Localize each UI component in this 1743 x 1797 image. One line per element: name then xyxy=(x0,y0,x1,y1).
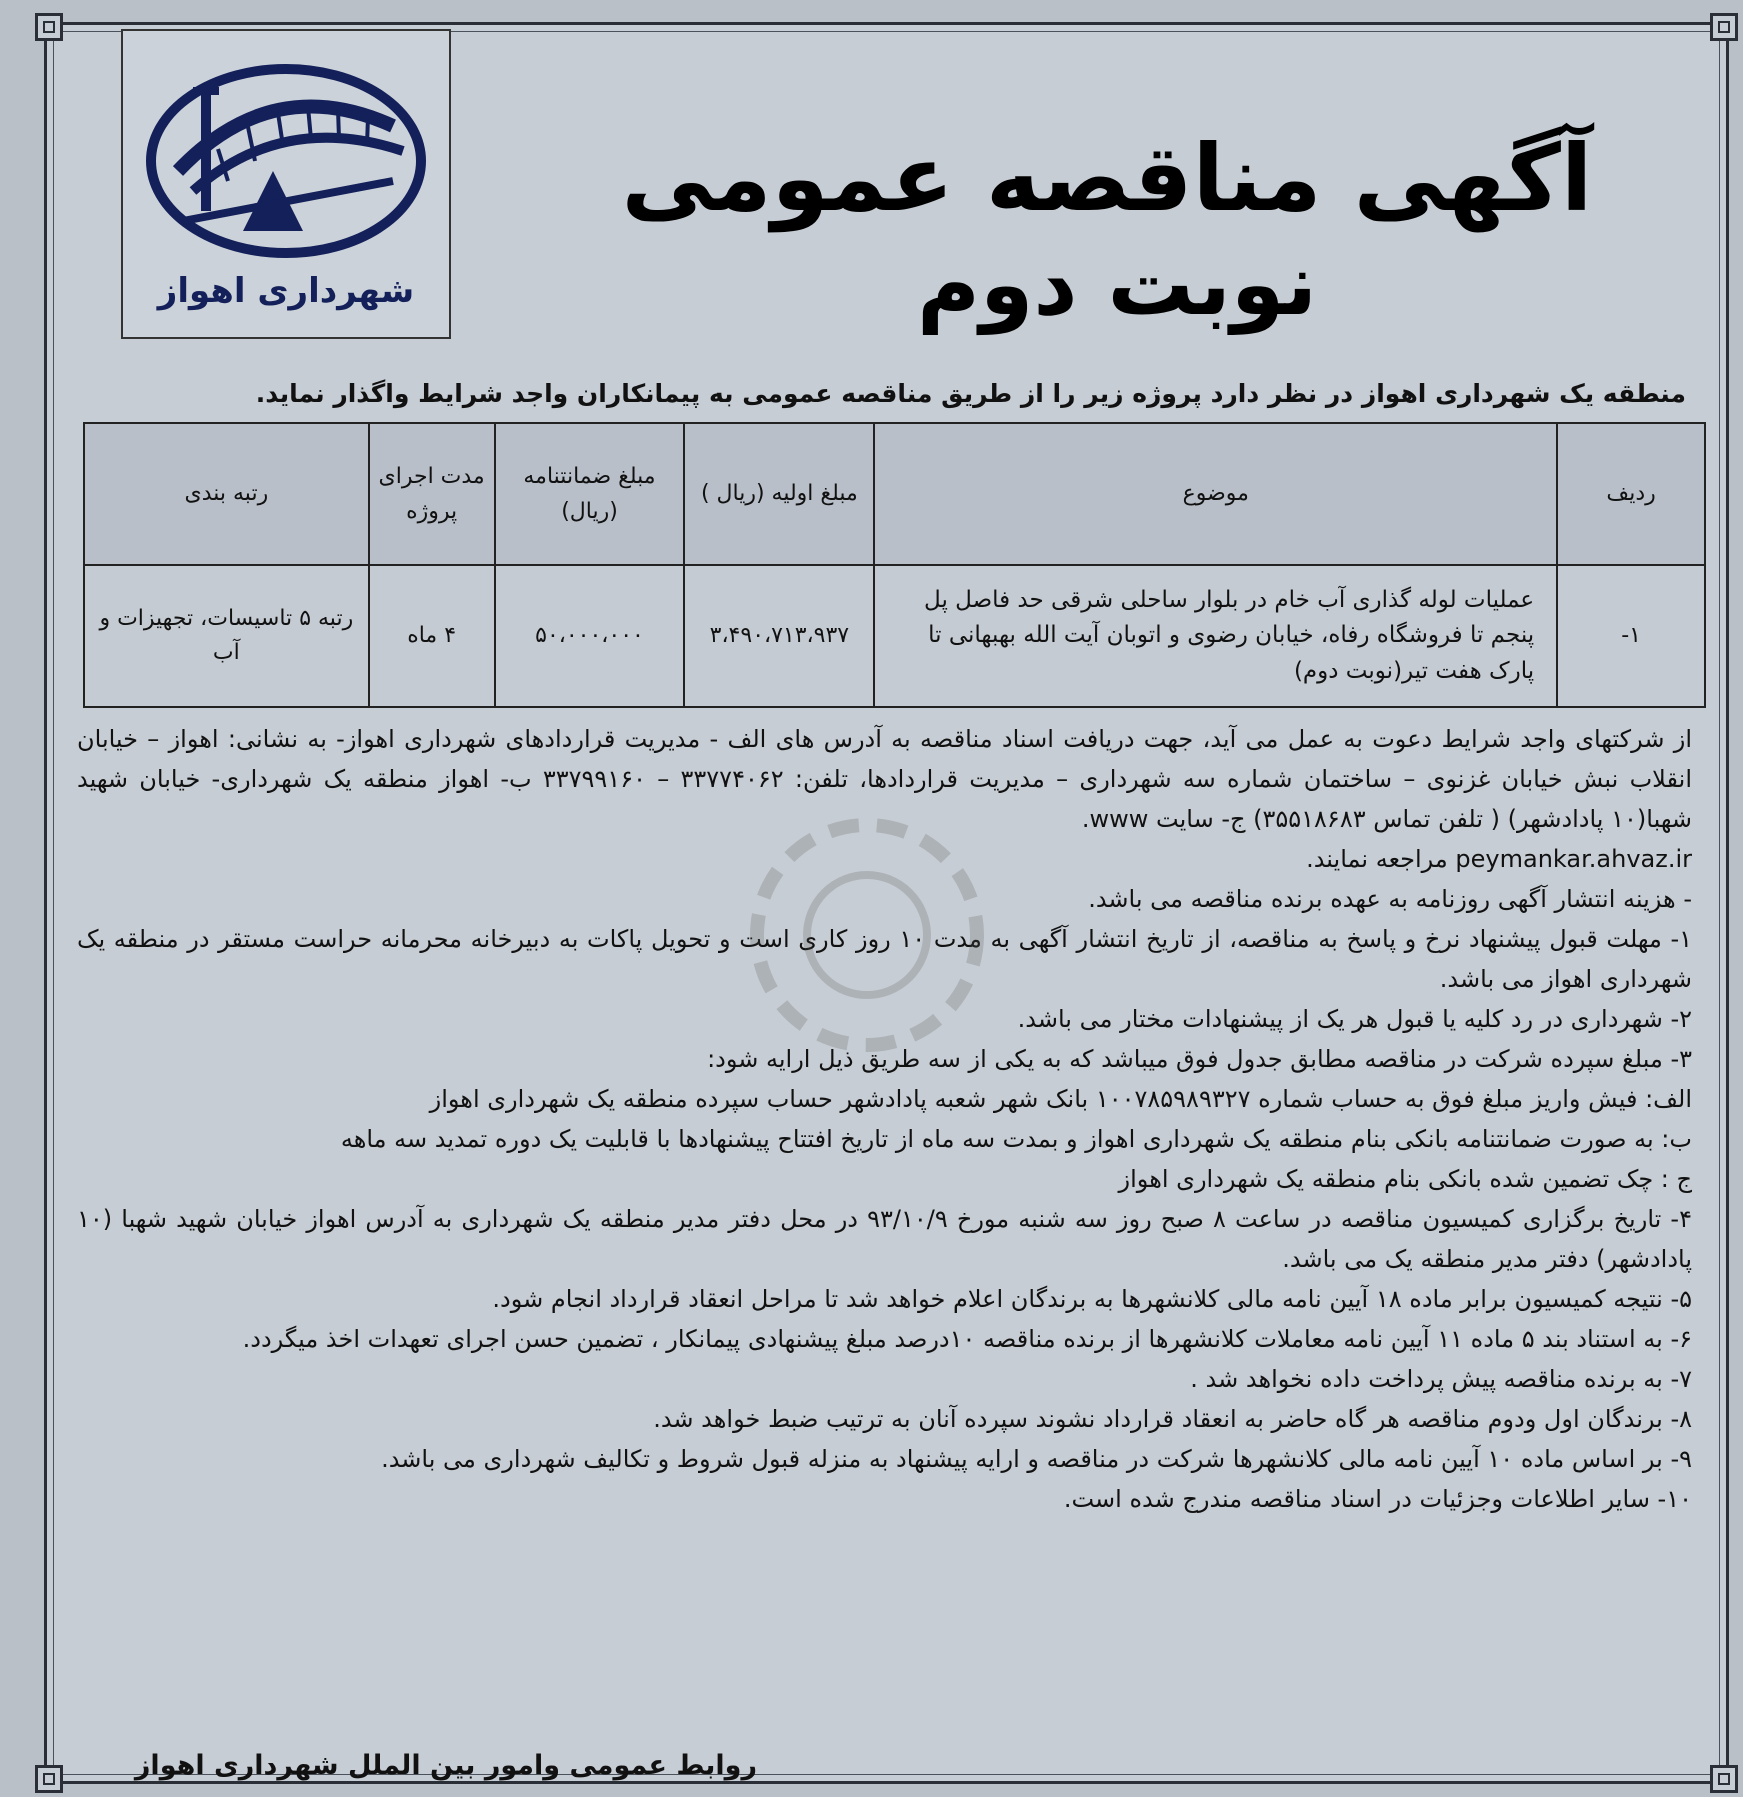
header-subject: موضوع xyxy=(874,423,1557,565)
condition-item: ج : چک تضمین شده بانکی بنام منطقه یک شهرداری اهواز xyxy=(1118,1165,1692,1193)
cell-grade: رتبه ۵ تاسیسات، تجهیزات و آب xyxy=(84,565,369,707)
cell-initial-amount: ۳،۴۹۰،۷۱۳،۹۳۷ xyxy=(684,565,874,707)
invitation-end: مراجعه نمایند. xyxy=(1306,845,1448,873)
condition-item: ۴- تاریخ برگزاری کمیسیون مناقصه در ساعت ۸ صبح روز سه شنبه مورخ ۹۳/۱۰/۹ در محل دفتر مدیر منطقه یک شهرداری به آدرس اهواز خیابان شهید شهبا (۱۰ پادادشهر) دفتر مدیر منطقه یک می باشد. xyxy=(77,1205,1692,1273)
condition-item: ۷- به برنده مناقصه پیش پرداخت داده نخواهد شد . xyxy=(1190,1365,1692,1393)
header-guarantee: مبلغ ضمانتنامه (ریال) xyxy=(495,423,685,565)
corner-ornament xyxy=(35,1765,63,1793)
condition-item: ب: به صورت ضمانتنامه بانکی بنام منطقه یک شهرداری اهواز و بمدت سه ماه از تاریخ افتتاح پیشنهادها با قابلیت یک دوره تمدید سه ماهه xyxy=(340,1125,1692,1153)
corner-ornament xyxy=(1710,13,1738,41)
condition-item: ۵- نتیجه کمیسیون برابر ماده ۱۸ آیین نامه مالی کلانشهرها به برندگان اعلام خواهد شد تا مراحل انعقاد قرارداد انجام شود. xyxy=(492,1285,1692,1313)
condition-item: ۸- برندگان اول ودوم مناقصه هر گاه حاضر به انعقاد قرارداد نشوند سپرده آنان به ترتیب ضبط خواهد شد. xyxy=(653,1405,1692,1433)
cell-subject: عملیات لوله گذاری آب خام در بلوار ساحلی شرقی حد فاصل پل پنجم تا فروشگاه رفاه، خیابان رضوی و اتوبان آیت الله بهبهانی تا پارک هفت تیر(نوبت دوم) xyxy=(874,565,1557,707)
condition-item: ۱- مهلت قبول پیشنهاد نرخ و پاسخ به مناقصه، از تاریخ انتشار آگهی به مدت ۱۰ روز کاری است و تحویل پاکات به دبیرخانه محرمانه حراست مستقر در منطقه یک شهرداری اهواز می باشد. xyxy=(77,925,1692,993)
cell-row-number: ۱- xyxy=(1557,565,1705,707)
header-initial-amount: مبلغ اولیه (ریال ) xyxy=(684,423,874,565)
cell-guarantee: ۵۰،۰۰۰،۰۰۰ xyxy=(495,565,685,707)
table-row xyxy=(84,565,1705,707)
notice-subtitle: نوبت دوم xyxy=(916,235,1318,335)
tender-table xyxy=(83,422,1706,708)
condition-item: ۹- بر اساس ماده ۱۰ آیین نامه مالی کلانشهرها شرکت در مناقصه و ارایه پیشنهاد به منزله قبول شروط و تکالیف شهرداری می باشد. xyxy=(381,1445,1692,1473)
corner-ornament xyxy=(1710,1765,1738,1793)
condition-item: - هزینه انتشار آگهی روزنامه به عهده برنده مناقصه می باشد. xyxy=(1088,885,1692,913)
website-link[interactable]: peymankar.ahvaz.ir xyxy=(1455,845,1692,873)
footer-signature: روابط عمومی وامور بین الملل شهرداری اهواز xyxy=(134,1750,757,1781)
notice-title: آگهی مناقصه عمومی xyxy=(621,125,1593,232)
corner-ornament xyxy=(35,13,63,41)
logo-caption: شهرداری اهواز xyxy=(157,271,415,311)
header-duration: مدت اجرای پروژه xyxy=(369,423,495,565)
watermark-gear-icon xyxy=(687,785,1047,1085)
table-header-row xyxy=(84,423,1705,565)
condition-item: ۲- شهرداری در رد کلیه یا قبول هر یک از پیشنهادات مختار می باشد. xyxy=(1017,1005,1692,1033)
header-row-number: ردیف xyxy=(1557,423,1705,565)
condition-item: ۳- مبلغ سپرده شرکت در مناقصه مطابق جدول فوق میباشد که به یکی از سه طریق ذیل ارایه شود: xyxy=(707,1045,1692,1073)
invitation-text: از شرکتهای واجد شرایط دعوت به عمل می آید، جهت دریافت اسناد مناقصه به آدرس های الف - مدیریت قراردادهای شهرداری اهواز- به نشانی: اهواز – خیابان انقلاب نبش خیابان غزنوی – ساختمان شماره سه شهرداری – مدیریت قراردادها، تلفن: ۳۳۷۷۴۰۶۲ – ۳۳۷۹۹۱۶۰ ب- اهواز منطقه یک شهرداری- خیابان شهید شهبا(۱۰ پادادشهر) ( تلفن تماس ۳۵۵۱۸۶۸۳) ج- سایت www. xyxy=(77,725,1692,833)
notice-page xyxy=(44,22,1729,1784)
condition-item: الف: فیش واریز مبلغ فوق به حساب شماره ۱۰۰۷۸۵۹۸۹۳۲۷ بانک شهر شعبه پادادشهر حساب سپرده منطقه یک شهرداری اهواز xyxy=(429,1085,1692,1113)
condition-item: ۱۰- سایر اطلاعات وجزئیات در اسناد مناقصه مندرج شده است. xyxy=(1063,1485,1692,1513)
municipality-logo xyxy=(121,29,451,339)
cell-duration: ۴ ماه xyxy=(369,565,495,707)
header-grade: رتبه بندی xyxy=(84,423,369,565)
intro-text: منطقه یک شهرداری اهواز در نظر دارد پروژه زیر را از طریق مناقصه عمومی به پیمانکاران واجد شرایط واگذار نماید. xyxy=(255,379,1686,408)
condition-item: ۶- به استناد بند ۵ ماده ۱۱ آیین نامه معاملات کلانشهرها از برنده مناقصه ۱۰درصد مبلغ پیشنهادی پیمانکار ، تضمین حسن اجرای تعهدات اخذ میگردد. xyxy=(242,1325,1692,1353)
